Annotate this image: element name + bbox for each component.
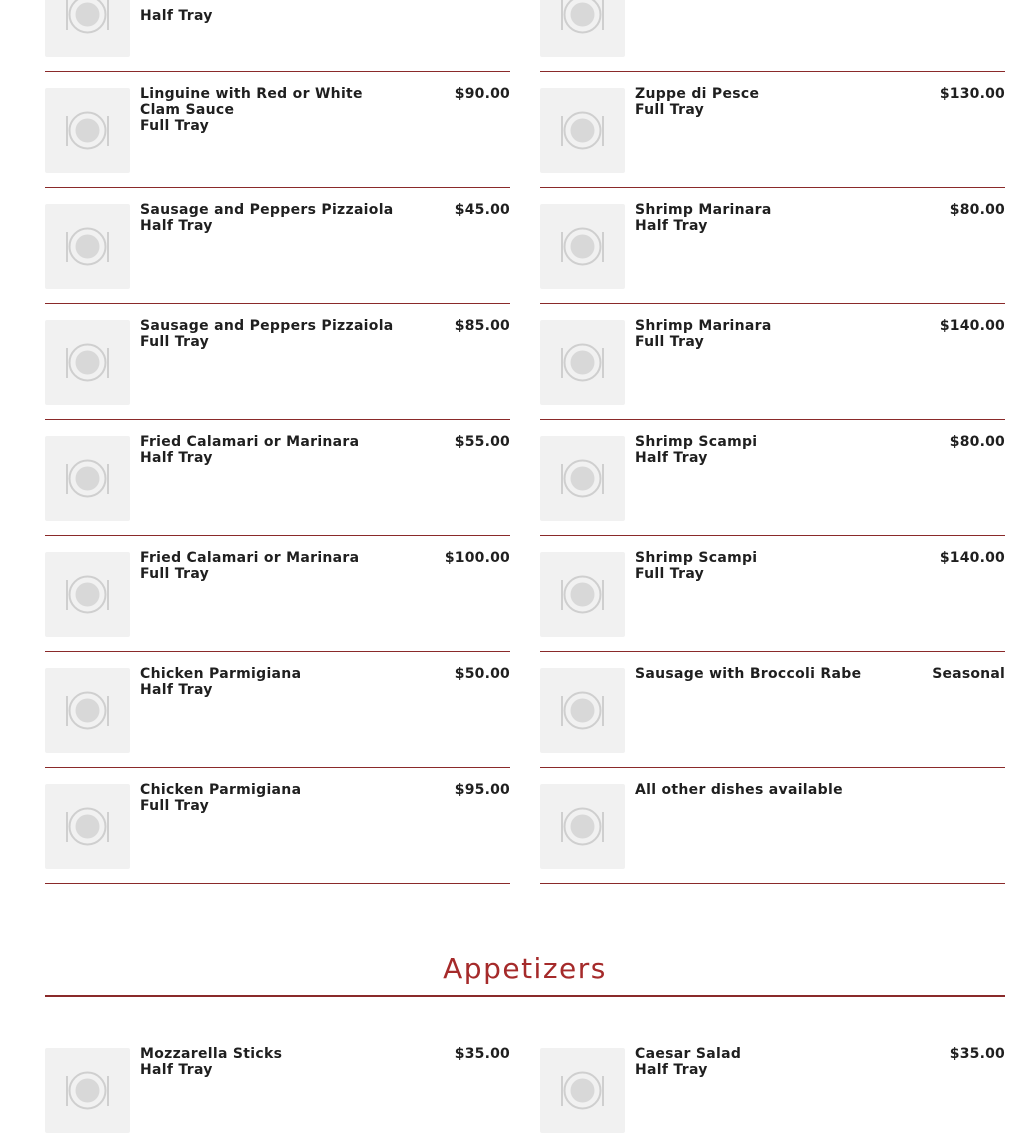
menu-item-size: Full Tray [635,566,705,582]
menu-item-name: Sausage with Broccoli Rabe [635,666,862,682]
menu-item-price: Seasonal [932,666,1005,682]
plate-fork-knife-icon [540,320,625,405]
appetizers-section-heading [45,948,1005,998]
dish-image-placeholder [45,0,130,57]
menu-item-price: $35.00 [454,1046,510,1062]
item-divider [540,883,1005,884]
plate-fork-knife-icon [45,436,130,521]
menu-item-title [140,0,410,24]
menu-item-price: $55.00 [454,434,510,450]
plate-fork-knife-icon [45,784,130,869]
dish-image-placeholder [45,436,130,521]
menu-item[interactable] [540,420,1005,536]
menu-item[interactable] [540,72,1005,188]
menu-item-name: Fried Calamari or Marinara [140,434,360,450]
dish-image-placeholder [45,320,130,405]
menu-item-name: Shrimp Scampi [635,550,758,566]
menu-item-size: Half Tray [140,8,213,24]
menu-item-title [635,434,905,466]
menu-item-price: $140.00 [939,318,1005,334]
menu-item-price: $45.00 [454,202,510,218]
menu-item-size: Full Tray [140,118,210,134]
menu-item-name: Mozzarella Sticks [140,1046,283,1062]
dish-image-placeholder [45,88,130,173]
plate-fork-knife-icon [540,784,625,869]
menu-item-name: Linguine with Red or White Clam Sauce [140,86,363,118]
menu-item[interactable] [45,536,510,652]
menu-item-price: $90.00 [454,86,510,102]
menu-item-size: Half Tray [140,1062,213,1078]
menu-item[interactable] [45,304,510,420]
plate-fork-knife-icon [540,88,625,173]
menu-item-size: Half Tray [140,218,213,234]
menu-item-price: $100.00 [444,550,510,566]
menu-item-size: Full Tray [635,334,705,350]
item-divider [45,883,510,884]
menu-item[interactable] [540,188,1005,304]
dish-image-placeholder [45,1048,130,1133]
plate-fork-knife-icon [45,320,130,405]
menu-item-title [635,86,905,118]
plate-fork-knife-icon [540,552,625,637]
menu-item-price: $140.00 [939,550,1005,566]
plate-fork-knife-icon [540,204,625,289]
menu-item[interactable] [540,304,1005,420]
dish-image-placeholder [540,0,625,57]
plate-fork-knife-icon [45,1048,130,1133]
menu-item-title [140,782,410,814]
menu-item-name: All other dishes available [635,782,843,798]
dish-image-placeholder [45,204,130,289]
menu-item-size: Half Tray [635,450,708,466]
menu-item-title [635,666,915,682]
plate-fork-knife-icon [540,436,625,521]
menu-item[interactable] [540,0,1005,72]
dish-image-placeholder [540,436,625,521]
menu-item-name: Sausage and Peppers Pizzaiola [140,318,394,334]
menu-item-title [635,550,905,582]
dish-image-placeholder [540,88,625,173]
menu-item-price: $35.00 [949,1046,1005,1062]
menu-item[interactable] [540,652,1005,768]
menu-item-price: $80.00 [949,434,1005,450]
menu-item-title [140,550,410,582]
plate-fork-knife-icon [45,88,130,173]
menu-item-title [140,666,410,698]
menu-item-title [140,202,410,234]
dish-image-placeholder [540,552,625,637]
menu-item-price: $85.00 [454,318,510,334]
menu-item[interactable] [45,652,510,768]
menu-item-title [635,1046,905,1078]
menu-item-name: Fried Calamari or Marinara [140,550,360,566]
menu-item-price: $95.00 [454,782,510,798]
plate-fork-knife-icon [45,204,130,289]
menu-item[interactable] [45,420,510,536]
menu-item-size: Full Tray [140,334,210,350]
plate-fork-knife-icon [540,668,625,753]
dish-image-placeholder [45,668,130,753]
menu-item-title [635,202,905,234]
menu-item-title [635,782,935,798]
menu-item[interactable] [540,536,1005,652]
plate-fork-knife-icon [45,668,130,753]
dish-image-placeholder [540,1048,625,1133]
menu-item[interactable] [45,72,510,188]
menu-item-price: $80.00 [949,202,1005,218]
menu-item-title [140,434,410,466]
menu-item-title [140,86,405,134]
menu-item-size: Half Tray [140,682,213,698]
menu-item-name: Caesar Salad [635,1046,742,1062]
menu-item-name: Shrimp Marinara [635,318,772,334]
dish-image-placeholder [540,320,625,405]
menu-item-size: Half Tray [635,218,708,234]
menu-item[interactable] [45,0,510,72]
menu-item-name: Shrimp Scampi [635,434,758,450]
dish-image-placeholder [45,784,130,869]
menu-item-size: Full Tray [635,102,705,118]
section-title: Appetizers [443,952,607,985]
dish-image-placeholder [540,204,625,289]
menu-item-name: Shrimp Marinara [635,202,772,218]
dish-image-placeholder [45,552,130,637]
menu-item[interactable] [45,768,510,884]
menu-item-name: Sausage and Peppers Pizzaiola [140,202,394,218]
menu-item-title [140,1046,410,1078]
menu-item-size: Half Tray [140,450,213,466]
menu-item-name: Chicken Parmigiana [140,666,302,682]
section-divider [45,995,1005,997]
menu-item-title [140,318,410,350]
menu-item-price: $50.00 [454,666,510,682]
menu-item-name: Zuppe di Pesce [635,86,760,102]
plate-fork-knife-icon [540,1048,625,1133]
plate-fork-knife-icon [540,0,625,57]
menu-item[interactable] [45,188,510,304]
plate-fork-knife-icon [45,552,130,637]
dish-image-placeholder [540,784,625,869]
menu-item[interactable] [540,768,1005,884]
menu-item-title [635,318,905,350]
menu-item-size: Half Tray [635,1062,708,1078]
dish-image-placeholder [540,668,625,753]
plate-fork-knife-icon [45,0,130,57]
menu-item-size: Full Tray [140,798,210,814]
menu-item-name: Chicken Parmigiana [140,782,302,798]
menu-item-size: Full Tray [140,566,210,582]
menu-item-price: $130.00 [939,86,1005,102]
